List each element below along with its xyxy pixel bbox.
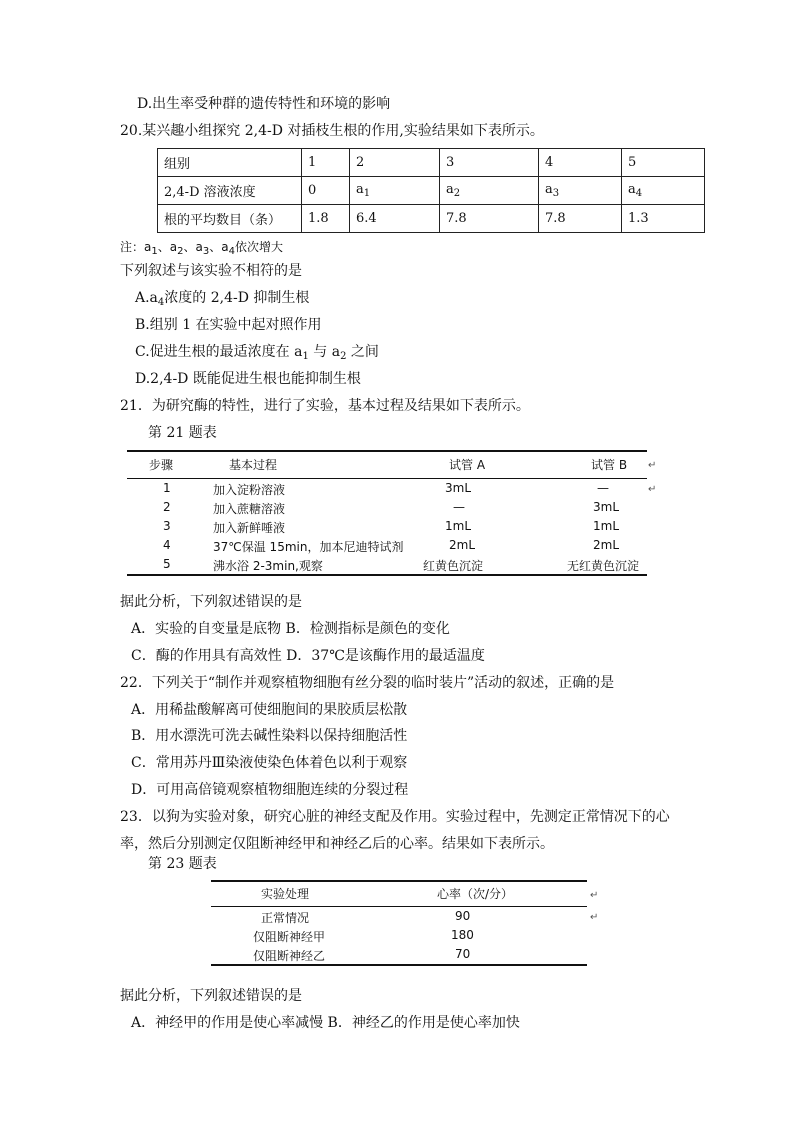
q19-option-d: D.出生率受种群的遗传特性和环境的影响 [137,96,391,112]
table-cell: 加入蔗糖溶液 [213,502,286,516]
table-row [211,945,587,964]
table-cell: 3 [163,519,171,533]
table-cell: 仅阻断神经乙 [253,949,326,963]
table-cell [350,177,440,205]
table-cell: 3 [440,149,539,177]
table-cell: 加入新鲜唾液 [213,521,286,535]
table-cell: 3mL [445,481,472,495]
table-row [127,517,647,536]
table-cell: 37℃保温 15min，加本尼迪特试剂 [213,540,404,554]
q21-options-ab: A．实验的自变量是底物 B．检测指标是颜色的变化 [131,621,450,637]
q22-option-a: A．用稀盐酸解离可使细胞间的果胶质层松散 [131,702,408,718]
table-cell: 组别 [158,149,302,177]
table-row [158,205,705,233]
table-cell [622,177,705,205]
subscript: 4 [635,188,643,199]
q20-option-b: B.组别 1 在实验中起对照作用 [135,317,322,333]
q23-table [211,880,587,966]
table-cell: 5 [622,149,705,177]
table-cell: 1 [302,149,350,177]
table-cell: 2,4-D 溶液浓度 [158,177,302,205]
table-row [158,177,705,205]
table-cell: 1mL [593,519,620,533]
q22-option-d: D．可用高倍镜观察植物细胞连续的分裂过程 [131,782,409,798]
q20-option-a: $A.a_4$浓度的 2,4-D 抑制生根 [135,290,310,308]
a-symbol: a [628,182,636,197]
table-cell: 5 [163,557,171,571]
q21-table [127,450,647,576]
table-row [127,479,647,498]
table-cell: 2mL [449,538,476,552]
q21-stem: 21．为研究酶的特性，进行了实验，基本过程及结果如下表所示。 [120,398,530,414]
q21-table-caption: 第 21 题表 [148,425,217,441]
table-cell: 3mL [593,500,620,514]
table-cell: 1 [163,481,171,495]
table-cell: 6.4 [350,205,440,233]
table-cell: 1.3 [622,205,705,233]
table-cell: 2mL [593,538,620,552]
q21-options-cd: C．酶的作用具有高效性 D．37℃是该酶作用的最适温度 [131,648,485,664]
paragraph-mark-icon: ↵ [648,460,657,471]
table-header-cell: 试管 B [591,458,628,472]
q23-options-ab: A．神经甲的作用是使心率减慢 B．神经乙的作用是使心率加快 [131,1015,520,1031]
q20-question: 下列叙述与该实验不相符的是 [120,263,302,279]
table-header-cell: 心率（次/分） [437,887,514,901]
paragraph-mark-icon: ↵ [590,912,599,923]
table-cell: 加入淀粉溶液 [213,483,286,497]
table-cell: 4 [539,149,622,177]
table-row [211,907,587,926]
table-cell: 无红黄色沉淀 [567,559,640,573]
table-cell: 仅阻断神经甲 [253,930,326,944]
table-cell: — [453,500,465,514]
table-cell [440,177,539,205]
table-cell: 正常情况 [261,911,310,925]
table-row [158,149,705,177]
table-cell: 7.8 [539,205,622,233]
table-header-row [211,882,587,907]
subscript: 2 [453,188,461,199]
table-cell: 沸水浴 2-3min,观察 [213,559,323,573]
a-symbol: a [356,182,364,197]
table-cell: 180 [451,928,474,942]
q23-question: 据此分析，下列叙述错误的是 [120,988,302,1004]
q20-option-d: D.2,4-D 既能促进生根也能抑制生根 [135,371,361,387]
table-header-cell: 步骤 [149,458,174,472]
table-cell: 红黄色沉淀 [423,559,484,573]
q21-question: 据此分析，下列叙述错误的是 [120,594,302,610]
q22-option-b: B．用水漂洗可洗去碱性染料以保持细胞活性 [131,728,408,744]
table-header-cell: 试管 A [449,458,486,472]
table-cell: 90 [455,909,471,923]
q20-table [157,148,705,233]
table-cell: — [597,481,609,495]
paragraph-mark-icon: ↵ [648,484,657,495]
table-cell: 7.8 [440,205,539,233]
table-row [127,536,647,555]
table-cell: 根的平均数目（条） [158,205,302,233]
table-cell [539,177,622,205]
a-symbol: a [446,182,454,197]
q22-stem: 22．下列关于“制作并观察植物细胞有丝分裂的临时装片”活动的叙述，正确的是 [120,675,615,691]
q20-option-c: C.促进生根的最适浓度在 $a_1$ 与 $a_2$ 之间 [135,344,379,362]
table-cell: 0 [302,177,350,205]
table-cell: 1mL [445,519,472,533]
q23-stem-line2: 率，然后分别测定仅阻断神经甲和神经乙后的心率。结果如下表所示。 [120,836,554,852]
q20-stem: 20.某兴趣小组探究 2,4-D 对插枝生根的作用,实验结果如下表所示。 [120,123,544,139]
table-header-cell: 实验处理 [261,887,310,901]
table-cell: 4 [163,538,171,552]
table-cell: 2 [350,149,440,177]
subscript: 3 [552,188,560,199]
table-cell: 2 [163,500,171,514]
table-cell: 70 [455,947,471,961]
table-row [127,498,647,517]
q23-table-caption: 第 23 题表 [148,856,217,872]
table-row [211,926,587,945]
subscript: 1 [363,188,371,199]
table-cell: 1.8 [302,205,350,233]
paragraph-mark-icon: ↵ [590,890,599,901]
table-header-cell: 基本过程 [229,458,278,472]
table-header-row [127,452,647,479]
q22-option-c: C．常用苏丹Ⅲ染液使染色体着色以利于观察 [131,755,408,771]
table-row [127,555,647,574]
a-symbol: a [545,182,553,197]
q23-stem-line1: 23．以狗为实验对象，研究心脏的神经支配及作用。实验过程中，先测定正常情况下的心 [120,809,670,825]
q20-table-note: 注：$a_1$、$a_2$、$a_3$、$a_4$依次增大 [120,240,283,257]
